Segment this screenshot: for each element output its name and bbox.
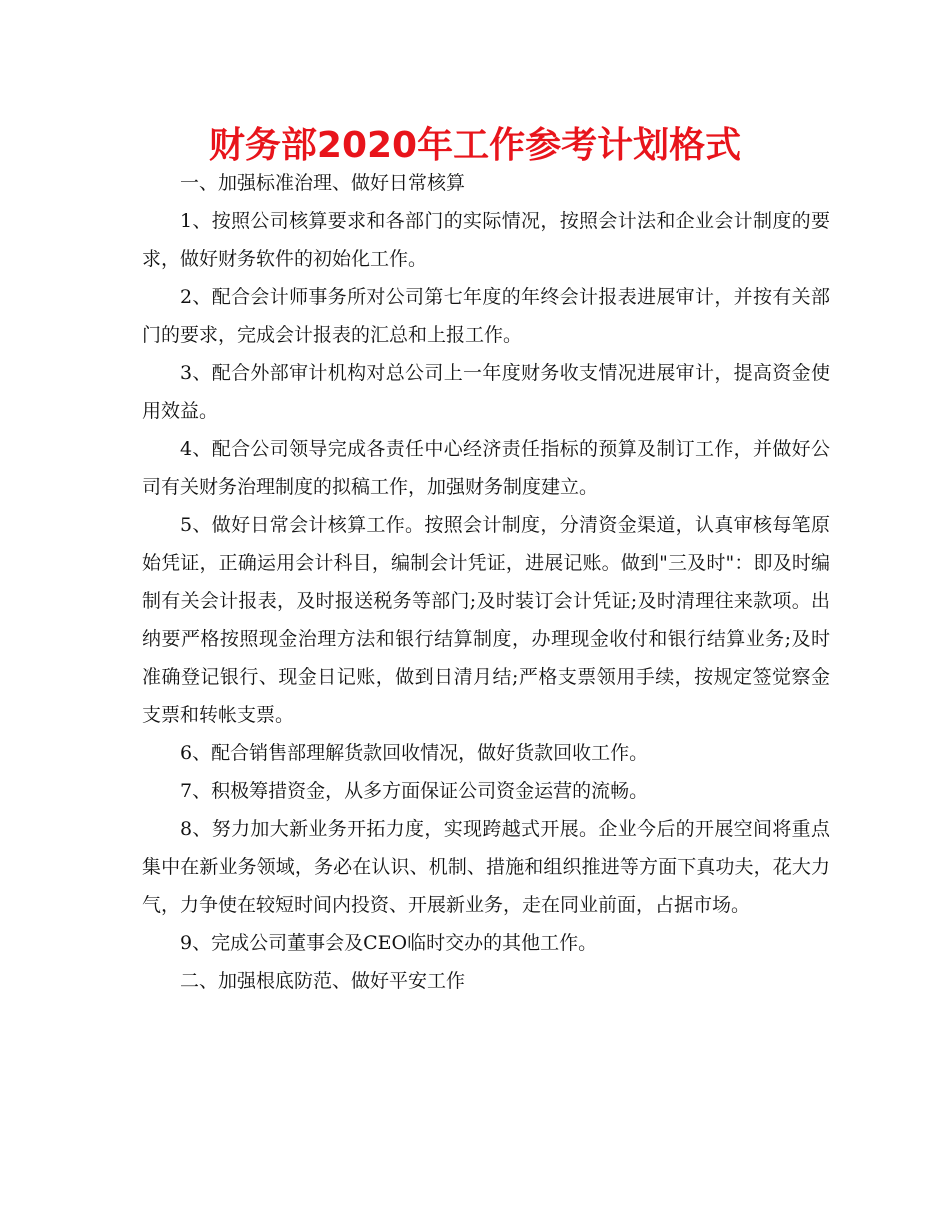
paragraph-item-4: 4、配合公司领导完成各责任中心经济责任指标的预算及制订工作，并做好公司有关财务治理制度的拟稿工作，加强财务制度建立。	[142, 438, 830, 498]
paragraph-item-7: 7、积极筹措资金，从多方面保证公司资金运营的流畅。	[180, 780, 649, 802]
paragraph-item-8: 8、努力加大新业务开拓力度，实现跨越式开展。企业今后的开展空间将重点集中在新业务领域，务必在认识、机制、措施和组织推进等方面下真功夫，花大力气，力争使在较短时间内投资、开展新业务，走在同业前面，占据市场。	[142, 818, 830, 916]
paragraph-item-1: 1、按照公司核算要求和各部门的实际情况，按照会计法和企业会计制度的要求，做好财务软件的初始化工作。	[142, 210, 830, 270]
document-body	[142, 164, 830, 1000]
paragraph-item-6: 6、配合销售部理解货款回收情况，做好货款回收工作。	[180, 742, 649, 764]
paragraph-item-2: 2、配合会计师事务所对公司第七年度的年终会计报表进展审计，并按有关部门的要求，完成会计报表的汇总和上报工作。	[142, 286, 830, 346]
section-heading-2: 二、加强根底防范、做好平安工作	[180, 970, 466, 992]
paragraph-item-9: 9、完成公司董事会及CEO临时交办的其他工作。	[180, 932, 598, 954]
section-heading-1: 一、加强标准治理、做好日常核算	[180, 172, 466, 194]
paragraph-item-5: 5、做好日常会计核算工作。按照会计制度，分清资金渠道，认真审核每笔原始凭证，正确运用会计科目，编制会计凭证，进展记账。做到"三及时"：即及时编制有关会计报表，及时报送税务等部门;及时装订会计凭证;及时清理往来款项。出纳要严格按照现金治理方法和银行结算制度，办理现金收付和银行结算业务;及时准确登记银行、现金日记账，做到日清月结;严格支票领用手续，按规定签觉察金支票和转帐支票。	[142, 514, 830, 726]
document-title: 财务部2020年工作参考计划格式	[208, 125, 742, 166]
paragraph-item-3: 3、配合外部审计机构对总公司上一年度财务收支情况进展审计，提高资金使用效益。	[142, 362, 830, 422]
